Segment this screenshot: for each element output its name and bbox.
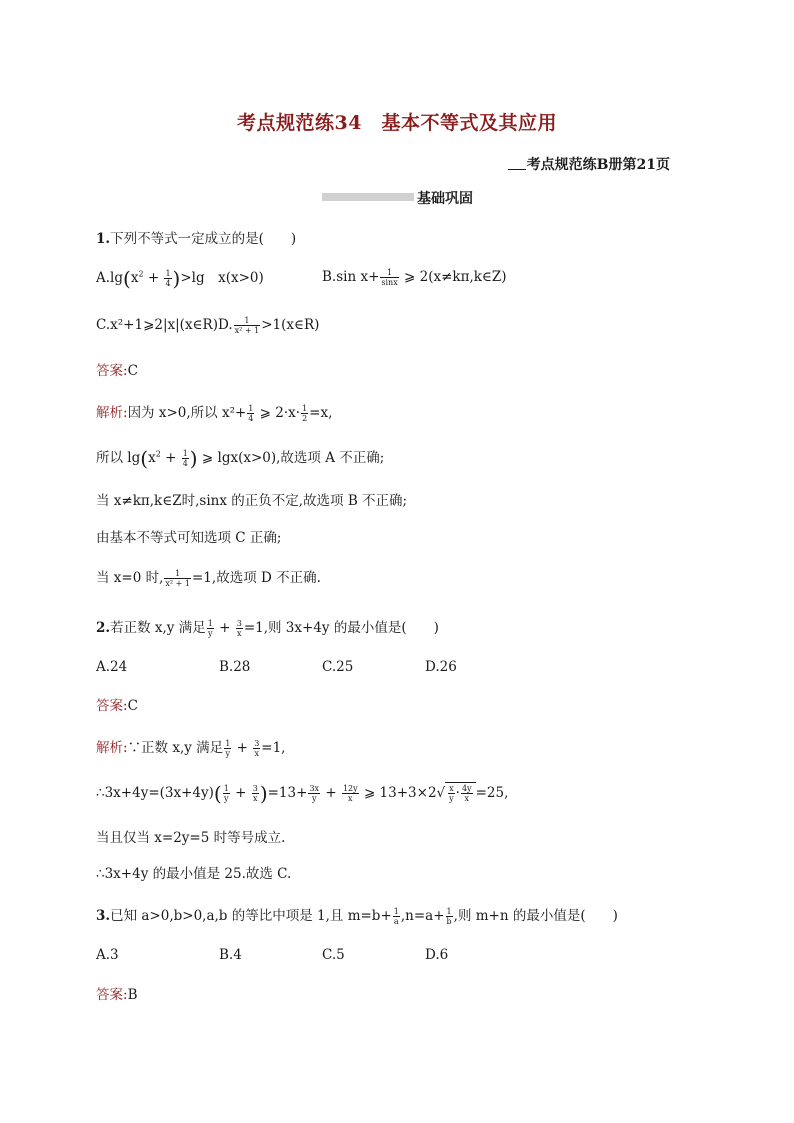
q1-option-c-d bbox=[96, 316, 319, 335]
q3-answer: 答案:B bbox=[96, 987, 138, 1003]
q3-option-d: D.6 bbox=[425, 947, 449, 963]
section-bar bbox=[322, 193, 414, 201]
q3-option-a: A.3 bbox=[96, 947, 119, 963]
q1-option-c: C.x²+1⩾2|x|(x∈R) bbox=[96, 317, 218, 333]
section-heading: 基础巩固 bbox=[417, 191, 473, 207]
q1-solution-3: 当 x≠kπ,k∈Z时,sinx 的正负不定,故选项 B 不正确; bbox=[96, 493, 408, 509]
q2-solution-2: ∴3x+4y=(3x+4y)( $\frac{1}{y}$ + $\frac{3}{x}$ )=13+ $\frac{3x}{y}$ + $\frac{12y}{x}$ ⩾ 13+3×2√ $\frac{x}{y}$ · $\frac{4y}{x}$ =25, bbox=[96, 781, 509, 806]
q1-option-d: D. $\frac{1}{\text{x² + 1}}$ >1(x∈R) bbox=[217, 316, 320, 335]
q3-options bbox=[0, 947, 794, 965]
page-reference bbox=[508, 154, 670, 174]
q1-solution-2: 所以 $\lg(x^2$ + $\frac{1}{4}$ ) ⩾ lgx(x>0),故选项 A 不正确; bbox=[96, 446, 385, 471]
q2-options bbox=[0, 659, 794, 677]
q1-option-a: $A.\lg(x^2$ + $\frac{1}{4}$ )>lg x(x>0) bbox=[96, 266, 264, 291]
q1-solution-4: 由基本不等式可知选项 C 正确; bbox=[96, 530, 282, 546]
q2-answer: 答案:C bbox=[96, 698, 138, 714]
q2-option-d: D.26 bbox=[425, 659, 457, 675]
q1-option-b: B.sin x+ $\frac{1}{\sin x}$ ⩾ 2(x≠kπ,k∈Z) bbox=[322, 268, 507, 287]
q2-option-a: A.24 bbox=[96, 659, 128, 675]
q2-option-c: C.25 bbox=[322, 659, 354, 675]
q2-solution-4: ∴3x+4y 的最小值是 25.故选 C. bbox=[96, 866, 292, 882]
q3-stem: 3.已知 a>0,b>0,a,b 的等比中项是 1,且 m=b+ $\frac{1}{a}$ ,n=a+ $\frac{1}{b}$ ,则 m+n 的最小值是( ) bbox=[96, 907, 618, 926]
q2-solution-1: 解析:∵正数 x,y 满足 $\frac{1}{y}$ + $\frac{3}{x}$ =1, bbox=[96, 739, 286, 758]
q2-option-b: B.28 bbox=[219, 659, 251, 675]
q1-solution-5: 当 x=0 时, $\frac{1}{\text{x² + 1}}$ =1,故选项 D 不正确. bbox=[96, 569, 321, 588]
q2-solution-3: 当且仅当 x=2y=5 时等号成立. bbox=[96, 830, 286, 846]
q1-solution-1: 解析:因为 x>0,所以 x²+ $\frac{1}{4}$ ⩾ 2·x· $\frac{1}{2}$ =x, bbox=[96, 404, 333, 423]
underline-mark bbox=[508, 155, 526, 170]
q1-stem: 1.下列不等式一定成立的是( ) bbox=[96, 231, 297, 247]
q3-option-c: C.5 bbox=[322, 947, 345, 963]
page-reference-text: 考点规范练B册第21页 bbox=[526, 157, 670, 173]
q3-option-b: B.4 bbox=[219, 947, 242, 963]
q2-stem: 2.若正数 x,y 满足 $\frac{1}{y}$ + $\frac{3}{x}$ =1,则 3x+4y 的最小值是( ) bbox=[96, 619, 439, 638]
q1-answer: 答案:C bbox=[96, 363, 138, 379]
page-title: 考点规范练34 基本不等式及其应用 bbox=[237, 112, 557, 134]
